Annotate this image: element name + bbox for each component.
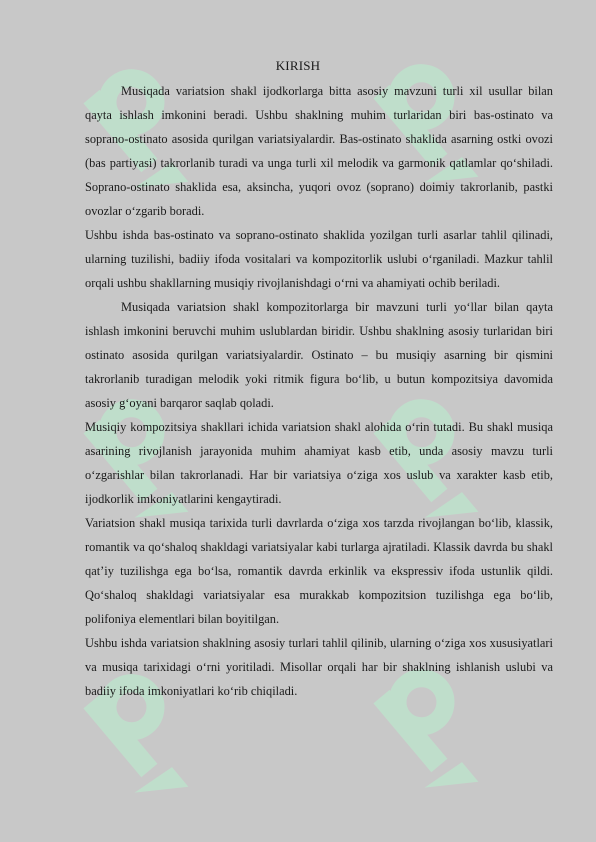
document-title: KIRISH — [275, 58, 321, 73]
paragraph: Musiqada variatsion shakl kompozitorlarga bir mavzuni turli yo‘llar bilan qayta ishlash imkonini beruvchi muhim uslublardan biridir. Ushbu shaklning asosiy turlaridan biri ostinato asosida qurilgan variatsiyalardir. Ostinato – bu musiqiy asarning bir qismini takrorlanib turadigan melodik yoki ritmik figura bo‘lib, u butun kompozitsiya davomida asosiy g‘oyani barqaror saqlab qoladi. — [85, 300, 553, 410]
paragraph: Musiqada variatsion shakl ijodkorlarga bitta asosiy mavzuni turli xil usullar bilan qayta ishlash imkonini beradi. Ushbu shaklning muhim turlaridan biri bas-ostinato va soprano-ostinato asosida qurilgan variatsiyalardir. Bas-ostinato shaklida asarning ostki ovozi (bas partiyasi) takrorlanib turadi va unga turli xil melodik va garmonik qatlamlar qo‘shiladi. Soprano-ostinato shaklida esa, aksincha, yuqori ovoz (soprano) doimiy takrorlanib, pastki ovozlar o‘zgarib boradi. — [85, 84, 553, 218]
paragraph: Ushbu ishda bas-ostinato va soprano-ostinato shaklida yozilgan turli asarlar tahlil qilinadi, ularning tuzilishi, badiiy ifoda vositalari va kompozitorlik uslubi o‘rganiladi. Mazkur tahlil orqali ushbu shakllarning musiqiy rivojlanishdagi o‘rni va ahamiyati ochib beriladi. — [85, 228, 553, 290]
paragraph: Ushbu ishda variatsion shaklning asosiy turlari tahlil qilinib, ularning o‘ziga xos xususiyatlari va musiqa tarixidagi o‘rni yoritiladi. Misollar orqali har bir shaklning ishlanish uslubi va badiiy ifoda imkoniyatlari ko‘rib chiqiladi. — [85, 636, 553, 698]
paragraph: Variatsion shakl musiqa tarixida turli davrlarda o‘ziga xos tarzda rivojlangan bo‘lib, klassik, romantik va qo‘shaloq shakldagi variatsiyalar kabi turlarga ajratiladi. Klassik davrda bu shakl qat’iy tuzilishga ega bo‘lsa, romantik davrda erkinlik va ekspressiv ifoda ustunlik qildi. Qo‘shaloq shakldagi variatsiyalar esa murakkab kompozitsion tuzilishga ega bo‘lib, polifoniya elementlari bilan boyitilgan. — [85, 516, 553, 626]
paragraph: Musiqiy kompozitsiya shakllari ichida variatsion shakl alohida o‘rin tutadi. Bu shakl musiqa asarining rivojlanish jarayonida muhim ahamiyat kasb etib, unda asosiy mavzu turli o‘zgarishlar bilan takrorlanadi. Har bir variatsiya o‘ziga xos uslub va xarakter kasb etib, ijodkorlik imkoniyatlarini kengaytiradi. — [85, 420, 553, 506]
document-body — [85, 79, 553, 703]
